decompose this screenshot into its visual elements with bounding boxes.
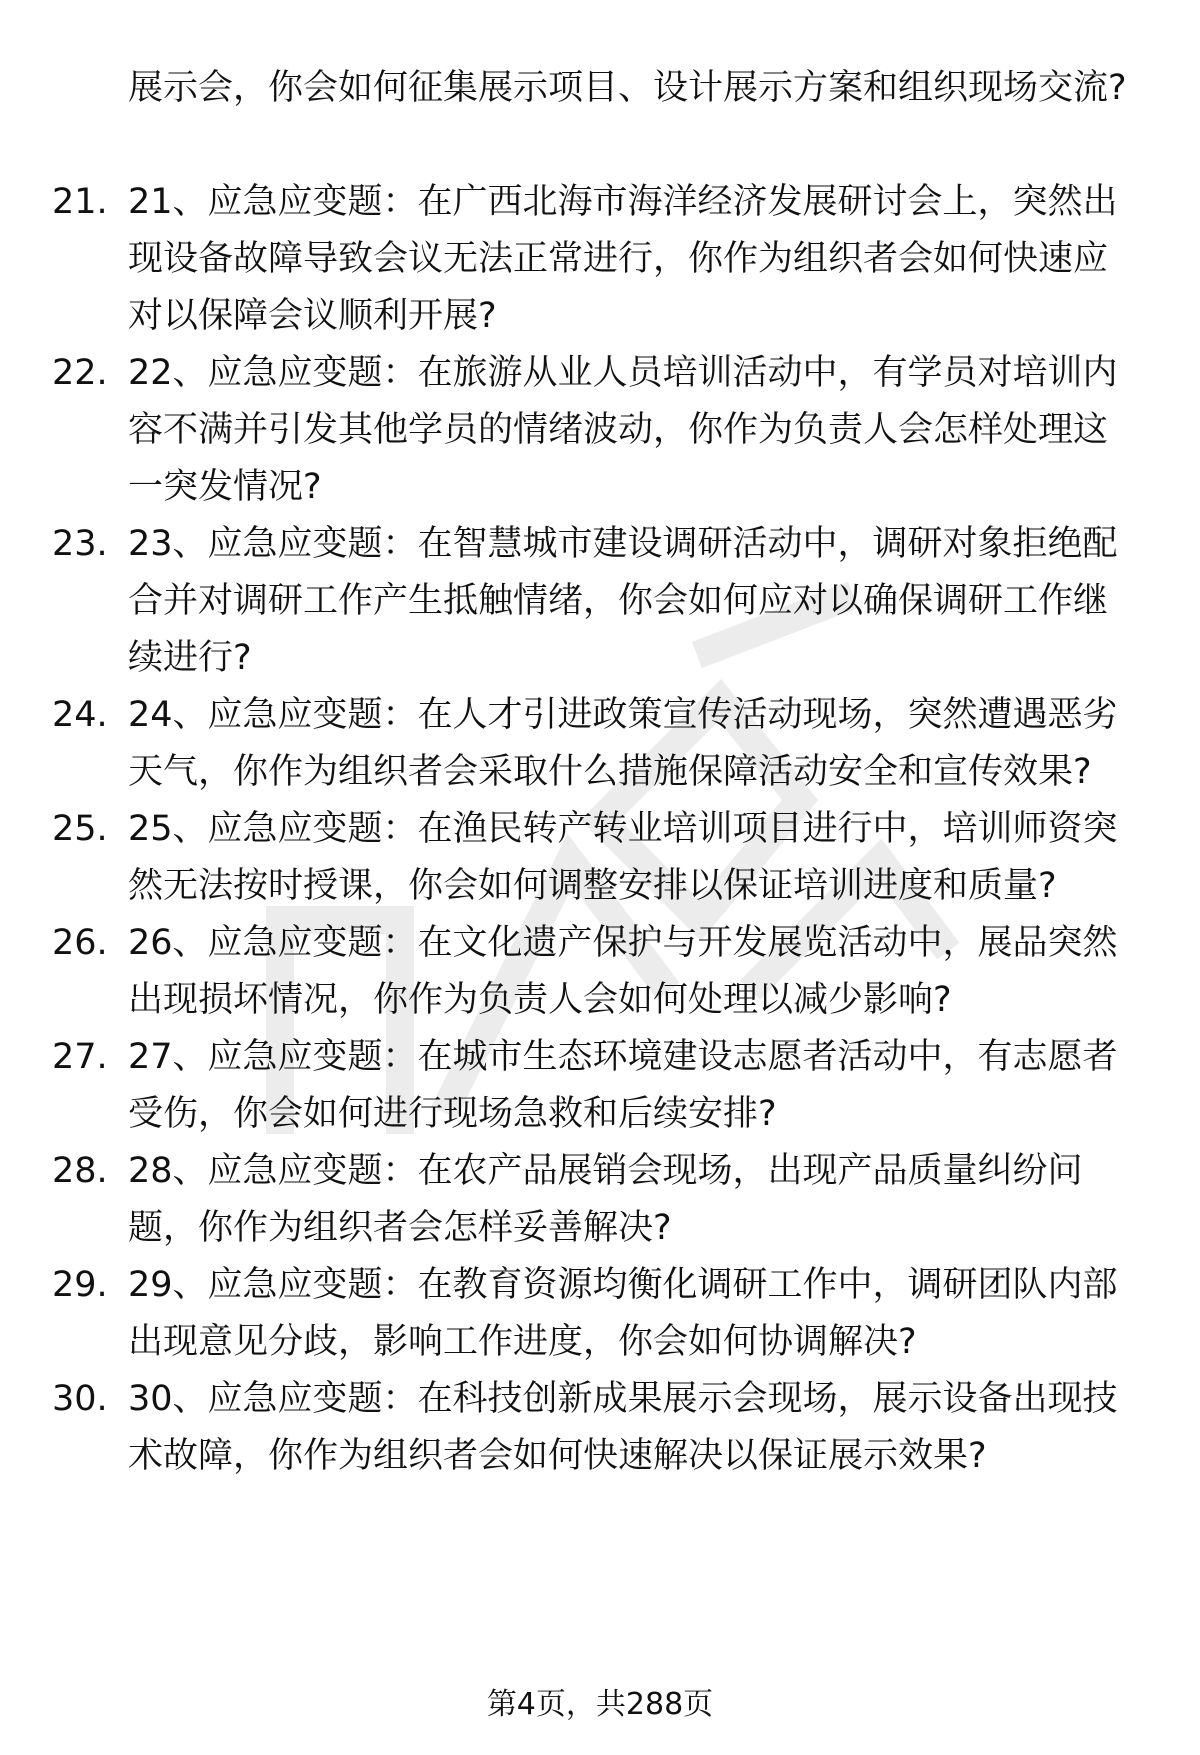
item-text: 21、应急应变题：在广西北海市海洋经济发展研讨会上，突然出现设备故障导致会议无法正常进行，你作为组织者会如何快速应对以保障会议顺利开展? [128, 182, 1118, 336]
item-number: 24. [52, 695, 108, 735]
page-footer: 第4页，共288页 [486, 1687, 714, 1722]
item-number: 22. [52, 353, 108, 393]
item-number: 25. [52, 809, 108, 849]
item-text: 24、应急应变题：在人才引进政策宣传活动现场，突然遭遇恶劣天气，你作为组织者会采取什么措施保障活动安全和宣传效果? [128, 695, 1118, 792]
item-text: 30、应急应变题：在科技创新成果展示会现场，展示设备出现技术故障，你作为组织者会如何快速解决以保证展示效果? [128, 1379, 1118, 1476]
item-text: 23、应急应变题：在智慧城市建设调研活动中，调研对象拒绝配合并对调研工作产生抵触情绪，你会如何应对以确保调研工作继续进行? [128, 524, 1118, 678]
item-text: 28、应急应变题：在农产品展销会现场，出现产品质量纠纷问题，你作为组织者会怎样妥善解决? [128, 1151, 1083, 1248]
item-number: 27. [52, 1037, 108, 1077]
continuation-text: 展示会，你会如何征集展示项目、设计展示方案和组织现场交流? [128, 68, 1127, 108]
item-number: 29. [52, 1265, 108, 1305]
item-text: 29、应急应变题：在教育资源均衡化调研工作中，调研团队内部出现意见分歧，影响工作进度，你会如何协调解决? [128, 1265, 1118, 1362]
item-text: 26、应急应变题：在文化遗产保护与开发展览活动中，展品突然出现损坏情况，你作为负责人会如何处理以减少影响? [128, 923, 1118, 1020]
item-text: 27、应急应变题：在城市生态环境建设志愿者活动中，有志愿者受伤，你会如何进行现场急救和后续安排? [128, 1037, 1118, 1134]
item-number: 21. [52, 182, 108, 222]
item-number: 23. [52, 524, 108, 564]
item-number: 26. [52, 923, 108, 963]
item-number: 28. [52, 1151, 108, 1191]
item-text: 25、应急应变题：在渔民转产转业培训项目进行中，培训师资突然无法按时授课，你会如何调整安排以保证培训进度和质量? [128, 809, 1118, 906]
item-text: 22、应急应变题：在旅游从业人员培训活动中，有学员对培训内容不满并引发其他学员的情绪波动，你作为负责人会怎样处理这一突发情况? [128, 353, 1118, 507]
item-number: 30. [52, 1379, 108, 1419]
